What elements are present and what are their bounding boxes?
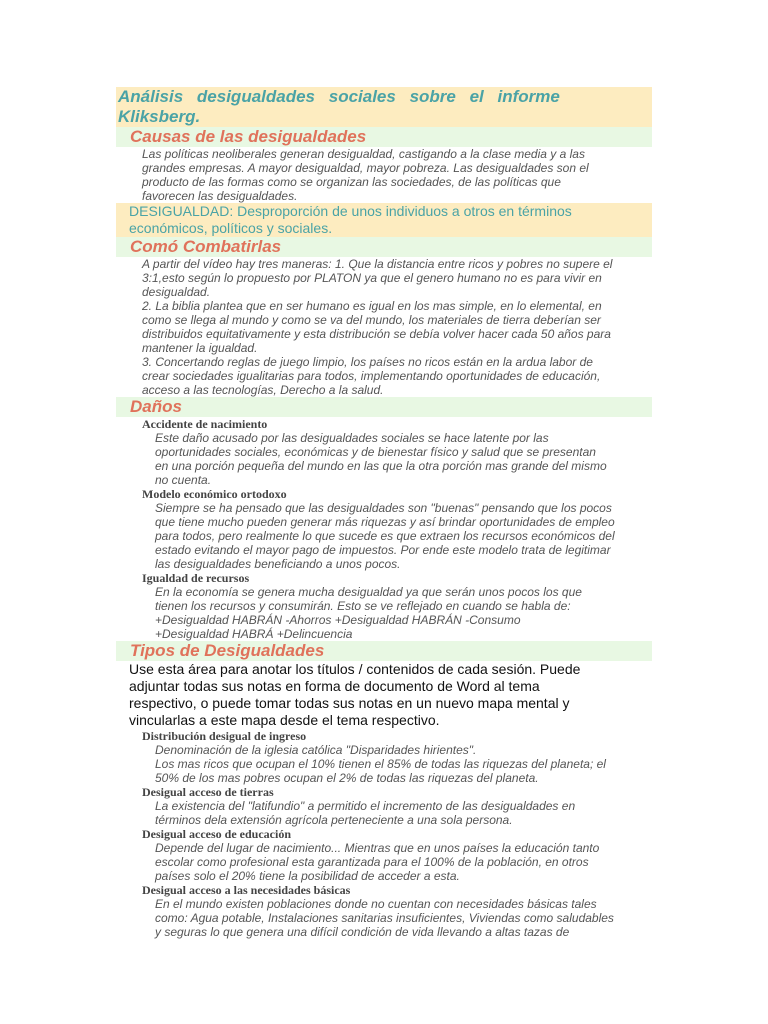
heading-combatir: Comó Combatirlas (116, 237, 652, 257)
tipos-note: Use esta área para anotar los títulos / contenidos de cada sesión. Puede adjuntar todas sus notas en forma de documento de Word al tema respectivo, o puede tomar todas sus notas en un nuevo mapa mental y vincularlas a este mapa desde el tema respectivo. (129, 661, 581, 728)
tipo-text: La existencia del "latifundio" a permitido el incremento de las desigualdades en términos dela extensión agrícola perteneciente a una sola persona. (155, 799, 576, 827)
dano-title: Igualdad de recursos (142, 571, 250, 585)
tipo-title: Distribución desigual de ingreso (142, 729, 307, 743)
definition-text: DESIGUALDAD: Desproporción de unos individuos a otros en términos económicos, políticos y sociales. (116, 203, 652, 237)
dano-text: En la economía se genera mucha desigualdad ya que serán unos pocos los que tienen los recursos y consumirán. Esto se ve reflejado en cuando se habla de: +Desigualdad HABRÁN -Ahorros +Desigualdad HABRÁN -Consumo +Desigualdad HABRÁ +Delincuencia (155, 585, 582, 641)
tipo-text: Depende del lugar de nacimiento... Mientras que en unos países la educación tanto escolar como profesional esta garantizada para el 100% de la población, en otros países solo el 20% tiene la posibilidad de acceder a esta. (155, 841, 600, 883)
dano-title: Accidente de nacimiento (142, 417, 268, 431)
title-band (116, 87, 652, 127)
dano-text: Este daño acusado por las desigualdades sociales se hace latente por las oportunidades sociales, económicas y de bienestar físico y salud que se presentan en una porción pequeña del mundo en las que la otra porción mas grande del mismo no cuenta. (155, 431, 607, 487)
heading-tipos: Tipos de Desigualdades (116, 641, 652, 661)
tipo-title: Desigual acceso de educación (142, 827, 291, 841)
heading-danos: Daños (116, 397, 652, 417)
document-title: Análisis desigualdades sociales sobre el informe Kliksberg. (118, 87, 560, 126)
tipo-text: En el mundo existen poblaciones donde no cuentan con necesidades básicas tales como: Agua potable, Instalaciones sanitarias insuficientes, Viviendas como saludables y seguras lo que genera una difícil condición de vida llevando a altas tazas de (155, 897, 614, 939)
heading-causas: Causas de las desigualdades (116, 127, 652, 147)
tipo-title: Desigual acceso a las necesidades básicas (142, 883, 351, 897)
tipo-title: Desigual acceso de tierras (142, 785, 274, 799)
dano-title: Modelo económico ortodoxo (142, 487, 287, 501)
combatir-text: A partir del vídeo hay tres maneras: 1. Que la distancia entre ricos y pobres no supere el 3:1,esto según lo propuesto por PLATON ya que el genero humano no es para vivir en desigualdad. 2. La biblia plantea que en ser humano es igual en los mas simple, en lo elemental, en como se llega al mundo y como se va del mundo, los materiales de tierra deberían ser distribuidos equitativamente y esta distribución se debía volver hacer cada 50 años para mantener la igualdad. 3. Concertando reglas de juego limpio, los países no ricos están en la ardua labor de crear sociedades igualitarias para todos, implementando oportunidades de educación, acceso a las tecnologías, Derecho a la salud. (142, 257, 613, 397)
document-page (116, 87, 652, 939)
dano-text: Siempre se ha pensado que las desigualdades son "buenas" pensando que los pocos que tiene mucho pueden generar más riquezas y así brindar oportunidades de empleo para todos, pero realmente lo que sucede es que extraen los recursos económicos del estado evitando el mayor pago de impuestos. Por ende este modelo trata de legitimar las desigualdades beneficiando a unos pocos. (155, 501, 615, 571)
causas-text: Las políticas neoliberales generan desigualdad, castigando a la clase media y a las grandes empresas. A mayor desigualdad, mayor pobreza. Las desigualdades son el producto de las formas como se organizan las sociedades, de las políticas que favorecen las desigualdades. (142, 147, 589, 203)
tipo-text: Denominación de la iglesia católica "Disparidades hirientes". Los mas ricos que ocupan el 10% tienen el 85% de todas las riquezas del planeta; el 50% de los mas pobres ocupan el 2% de todas las riquezas del planeta. (155, 743, 606, 785)
